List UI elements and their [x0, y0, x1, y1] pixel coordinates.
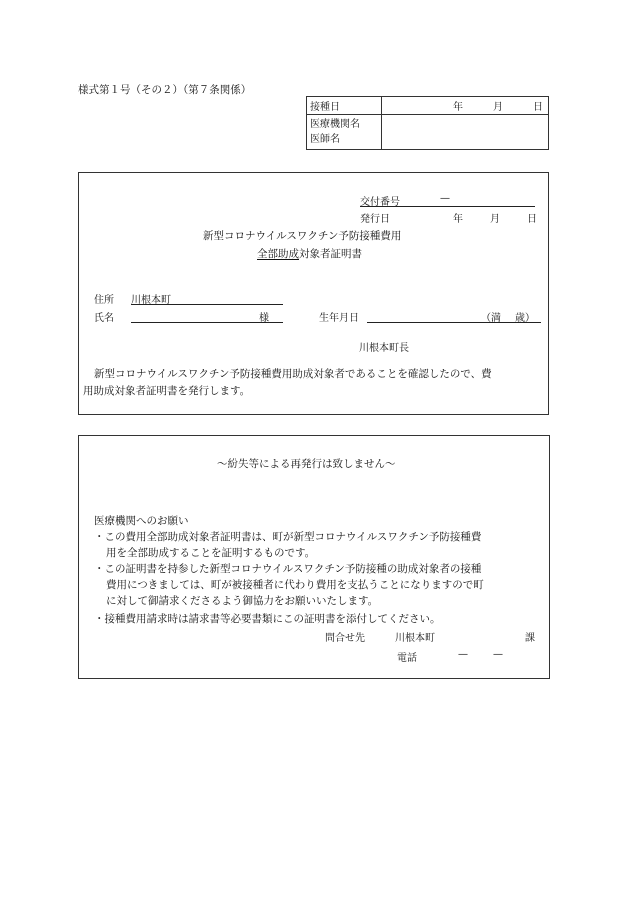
institution-doctor-field[interactable] — [382, 115, 549, 150]
statement-line2: 用助成対象者証明書を発行します。 — [83, 385, 251, 397]
institution-name-label: 医療機関名 — [310, 119, 360, 130]
contact-town: 川根本町 — [395, 633, 435, 644]
address-label: 住所 — [94, 295, 114, 306]
request-item-3-line1: ・接種費用請求時は請求書等必要書類にこの証明書を添付してください。 — [94, 613, 441, 625]
request-item-2-line1: ・この証明書を持参した新型コロナウイルスワクチン予防接種の助成対象者の接種 — [94, 563, 482, 575]
vaccination-date-field[interactable] — [382, 97, 549, 115]
issue-year-unit: 年 — [453, 214, 463, 225]
birthdate-field[interactable] — [367, 309, 541, 323]
statement-line1: 新型コロナウイルスワクチン予防接種費用助成対象者であることを確認したので、費 — [94, 368, 492, 380]
notice-box — [78, 435, 550, 679]
contact-department: 課 — [525, 633, 535, 644]
institution-doctor-label — [307, 115, 382, 150]
issue-month-unit: 月 — [490, 214, 500, 225]
doctor-name-label: 医師名 — [310, 134, 340, 145]
birthdate-label: 生年月日 — [319, 313, 359, 324]
issuer-name: 川根本町長 — [359, 343, 409, 354]
month-unit: 月 — [493, 102, 503, 113]
issue-number-field[interactable] — [360, 193, 535, 207]
issue-number-dash: — — [440, 193, 450, 204]
form-number: 様式第１号（その２）（第７条関係） — [78, 84, 252, 96]
vaccination-date-label: 接種日 — [307, 97, 382, 115]
request-item-1-line1: ・この費用全部助成対象者証明書は、町が新型コロナウイルスワクチン予防接種費 — [94, 531, 482, 543]
address-value: 川根本町 — [131, 295, 171, 306]
year-unit: 年 — [453, 102, 463, 113]
issue-number-label: 交付番号 — [360, 197, 400, 208]
day-unit: 日 — [533, 102, 543, 113]
contact-label: 問合せ先 — [325, 633, 365, 644]
certificate-title-line2 — [257, 246, 362, 261]
name-field[interactable] — [131, 309, 283, 323]
phone-label: 電話 — [397, 653, 417, 664]
issue-date-label: 発行日 — [360, 214, 390, 225]
certificate-title-line1: 新型コロナウイルスワクチン予防接種費用 — [203, 230, 402, 242]
request-heading: 医療機関へのお願い — [94, 515, 189, 527]
phone-dash-1: — — [458, 649, 468, 660]
issue-day-unit: 日 — [527, 214, 537, 225]
issue-number-row — [360, 193, 535, 210]
vaccination-info-table — [306, 96, 549, 150]
request-item-1-line2: 用を全部助成することを証明するものです。 — [106, 547, 316, 559]
title-full-subsidy: 全部助成 — [257, 248, 299, 260]
certificate-box — [78, 172, 549, 415]
phone-dash-2: — — [493, 649, 503, 660]
name-label: 氏名 — [94, 313, 114, 324]
address-field[interactable] — [131, 291, 283, 305]
name-honorific: 様 — [259, 313, 269, 324]
age-close: 歳） — [515, 313, 535, 324]
age-open: （満 — [481, 313, 501, 324]
request-item-2-line2: 費用につきましては、町が被接種者に代わり費用を支払うことになりますので町 — [106, 579, 484, 591]
title-certificate: 対象者証明書 — [299, 248, 362, 260]
no-reissue-notice: 〜紛失等による再発行は致しません〜 — [217, 458, 396, 470]
request-item-2-line3: に対して御請求くださるよう御協力をお願いいたします。 — [106, 595, 379, 607]
